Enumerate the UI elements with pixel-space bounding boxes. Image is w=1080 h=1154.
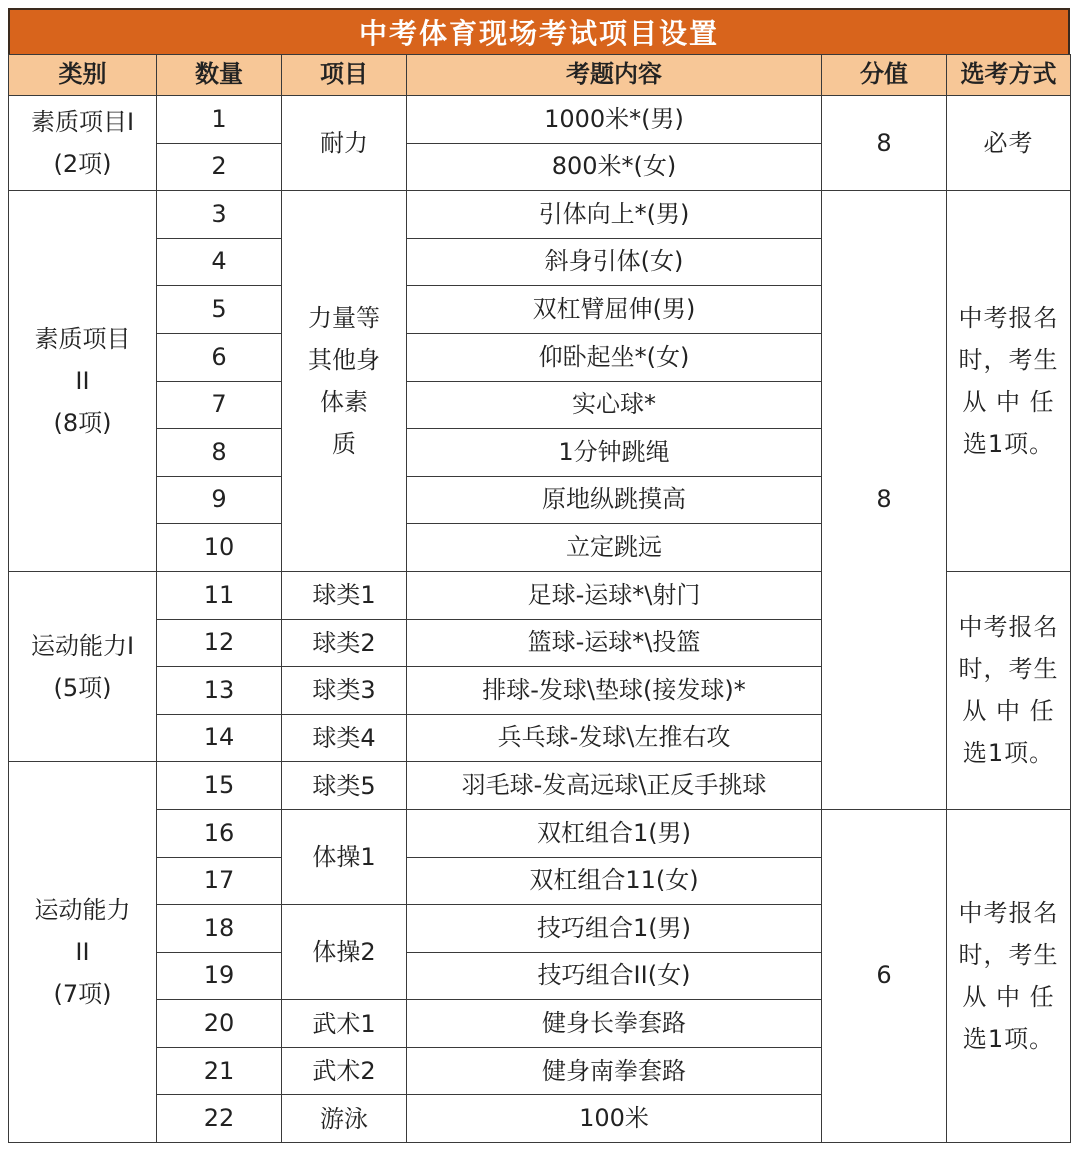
category-cell-line: 运动能力I (30, 631, 135, 660)
header-row (9, 55, 1071, 96)
item-cell (282, 619, 407, 667)
row-number: 1 (157, 96, 282, 144)
score-cell: 6 (822, 809, 947, 1142)
item-cell-line: 质 (332, 430, 356, 459)
item-cell (282, 905, 407, 1000)
item-cell-line: 球类2 (312, 628, 376, 657)
content-cell: 双杠臂屈伸(男) (407, 286, 822, 334)
content-cell: 双杠组合11(女) (407, 857, 822, 905)
category-cell-line: II (75, 367, 90, 396)
score-cell: 8 (822, 96, 947, 191)
content-cell: 羽毛球-发高远球\正反手挑球 (407, 762, 822, 810)
item-cell (282, 1047, 407, 1095)
content-cell: 兵乓球-发球\左推右攻 (407, 714, 822, 762)
mode-cell (947, 96, 1071, 191)
item-cell-line: 体素 (320, 388, 368, 417)
row-number: 16 (157, 809, 282, 857)
mode-cell (947, 191, 1071, 572)
content-cell: 篮球-运球*\投篮 (407, 619, 822, 667)
mode-cell-line: 选1项。 (962, 430, 1055, 459)
item-cell-line: 武术1 (312, 1009, 376, 1038)
row-number: 15 (157, 762, 282, 810)
category-cell-line: 素质项目I (30, 108, 135, 137)
mode-cell-line: 中考报名 (958, 613, 1059, 642)
table-title: 中考体育现场考试项目设置 (8, 8, 1070, 54)
score-cell: 8 (822, 191, 947, 810)
mode-cell-line: 选1项。 (962, 739, 1055, 768)
item-cell-line: 耐力 (320, 129, 368, 158)
exam-items-table (8, 54, 1071, 1143)
item-cell-line: 球类3 (312, 676, 376, 705)
content-cell: 足球-运球*\射门 (407, 571, 822, 619)
row-number: 5 (157, 286, 282, 334)
category-cell-line: (2项) (53, 150, 112, 179)
category-cell-line: (7项) (53, 980, 112, 1009)
item-cell-line: 体操1 (312, 843, 376, 871)
row-number: 20 (157, 1000, 282, 1048)
item-cell (282, 571, 407, 619)
table-row (9, 96, 1071, 144)
mode-cell-line: 从 中 任 (962, 697, 1055, 726)
item-cell (282, 191, 407, 572)
header-score: 分值 (822, 55, 947, 96)
content-cell: 健身南拳套路 (407, 1047, 822, 1095)
row-number: 2 (157, 143, 282, 191)
row-number: 6 (157, 333, 282, 381)
category-cell (9, 96, 157, 191)
exam-items-sheet (8, 8, 1070, 1143)
row-number: 3 (157, 191, 282, 239)
category-cell-line: (5项) (53, 673, 112, 702)
mode-cell-line: 时，考生 (958, 346, 1059, 375)
content-cell: 仰卧起坐*(女) (407, 333, 822, 381)
item-cell-line: 体操2 (312, 938, 376, 967)
mode-cell-line: 从 中 任 (962, 982, 1055, 1011)
header-category: 类别 (9, 55, 157, 96)
content-cell: 排球-发球\垫球(接发球)* (407, 667, 822, 715)
row-number: 19 (157, 952, 282, 1000)
content-cell: 100米 (407, 1095, 822, 1143)
row-number: 17 (157, 857, 282, 905)
item-cell (282, 809, 407, 904)
category-cell (9, 191, 157, 572)
content-cell: 双杠组合1(男) (407, 809, 822, 857)
item-cell (282, 96, 407, 191)
content-cell: 1000米*(男) (407, 96, 822, 144)
content-cell: 健身长拳套路 (407, 1000, 822, 1048)
item-cell (282, 667, 407, 715)
row-number: 18 (157, 905, 282, 953)
item-cell-line: 球类5 (312, 771, 376, 800)
row-number: 22 (157, 1095, 282, 1143)
item-cell-line: 游泳 (320, 1104, 368, 1133)
category-cell (9, 571, 157, 761)
item-cell-line: 力量等 (308, 304, 380, 333)
content-cell: 实心球* (407, 381, 822, 429)
table-row (9, 809, 1071, 857)
content-cell: 斜身引体(女) (407, 238, 822, 286)
content-cell: 800米*(女) (407, 143, 822, 191)
item-cell (282, 762, 407, 810)
header-mode: 选考方式 (947, 55, 1071, 96)
category-cell-line: 运动能力 (34, 896, 131, 925)
header-content: 考题内容 (407, 55, 822, 96)
mode-cell-line: 中考报名 (958, 304, 1059, 333)
item-cell (282, 1095, 407, 1143)
item-cell (282, 714, 407, 762)
row-number: 14 (157, 714, 282, 762)
mode-cell-line: 时，考生 (958, 655, 1059, 684)
mode-cell-line: 时，考生 (958, 940, 1059, 969)
row-number: 8 (157, 429, 282, 477)
mode-cell-line: 从 中 任 (962, 388, 1055, 417)
row-number: 10 (157, 524, 282, 572)
category-cell-line: 素质项目 (34, 325, 131, 354)
row-number: 7 (157, 381, 282, 429)
row-number: 4 (157, 238, 282, 286)
row-number: 12 (157, 619, 282, 667)
header-count: 数量 (157, 55, 282, 96)
item-cell-line: 武术2 (312, 1057, 376, 1086)
content-cell: 技巧组合1(男) (407, 905, 822, 953)
content-cell: 技巧组合II(女) (407, 952, 822, 1000)
row-number: 9 (157, 476, 282, 524)
item-cell-line: 球类1 (312, 581, 376, 610)
header-item: 项目 (282, 55, 407, 96)
item-cell (282, 1000, 407, 1048)
mode-cell-line: 选1项。 (962, 1024, 1055, 1053)
mode-cell (947, 809, 1071, 1142)
category-cell-line: II (75, 938, 90, 967)
content-cell: 原地纵跳摸高 (407, 476, 822, 524)
row-number: 13 (157, 667, 282, 715)
item-cell-line: 其他身 (308, 346, 380, 375)
mode-cell-line: 必考 (983, 129, 1034, 158)
mode-cell (947, 571, 1071, 809)
category-cell-line: (8项) (53, 409, 112, 438)
mode-cell-line: 中考报名 (958, 898, 1059, 927)
row-number: 21 (157, 1047, 282, 1095)
content-cell: 1分钟跳绳 (407, 429, 822, 477)
category-cell (9, 762, 157, 1143)
row-number: 11 (157, 571, 282, 619)
table-row (9, 191, 1071, 239)
content-cell: 引体向上*(男) (407, 191, 822, 239)
item-cell-line: 球类4 (312, 724, 376, 753)
content-cell: 立定跳远 (407, 524, 822, 572)
